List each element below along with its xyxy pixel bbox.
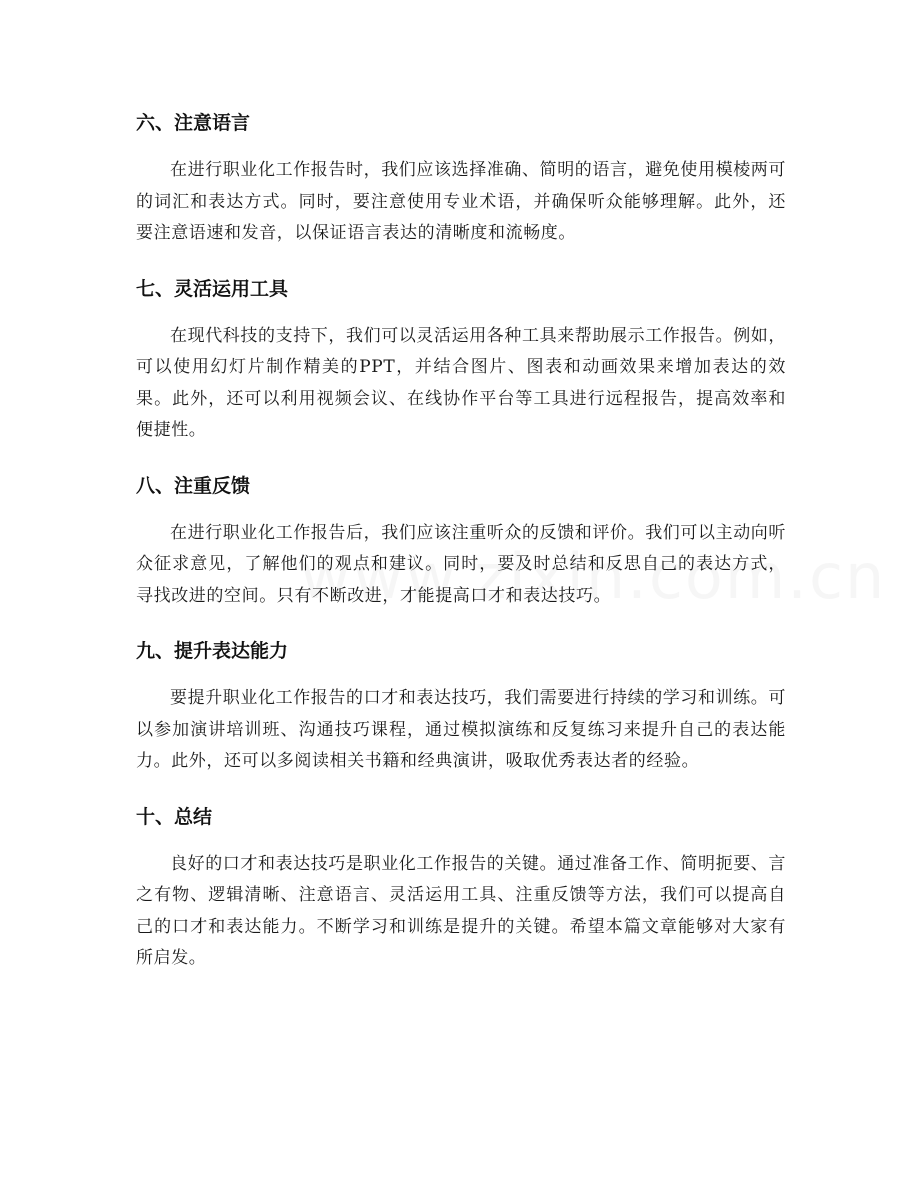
section-improve-expression <box>136 632 786 778</box>
section-heading: 十、总结 <box>136 805 213 828</box>
section-use-tools <box>136 270 786 447</box>
section-summary <box>136 798 786 975</box>
section-heading: 七、灵活运用工具 <box>136 277 289 300</box>
section-heading: 八、注重反馈 <box>136 474 251 497</box>
section-feedback <box>136 467 786 613</box>
section-notice-language <box>136 104 786 250</box>
section-paragraph: 在进行职业化工作报告时，我们应该选择准确、简明的语言，避免使用模棱两可的词汇和表达方式。同时，要注意使用专业术语，并确保听众能够理解。此外，还要注意语速和发音，以保证语言表达的清晰度和流畅度。 <box>136 160 786 243</box>
section-paragraph: 要提升职业化工作报告的口才和表达技巧，我们需要进行持续的学习和训练。可以参加演讲培训班、沟通技巧课程，通过模拟演练和反复练习来提升自己的表达能力。此外，还可以多阅读相关书籍和经典演讲，吸取优秀表达者的经验。 <box>136 688 786 771</box>
section-heading: 九、提升表达能力 <box>136 640 289 662</box>
section-paragraph: 在现代科技的支持下，我们可以灵活运用各种工具来帮助展示工作报告。例如，可以使用幻灯片制作精美的PPT，并结合图片、图表和动画效果来增加表达的效果。此外，还可以利用视频会议、在线协作平台等工具进行远程报告，提高效率和便捷性。 <box>136 325 786 440</box>
section-heading: 六、注意语言 <box>136 112 251 134</box>
section-paragraph: 在进行职业化工作报告后，我们应该注重听众的反馈和评价。我们可以主动向听众征求意见，了解他们的观点和建议。同时，要及时总结和反思自己的表达方式，寻找改进的空间。只有不断改进，才能提高口才和表达技巧。 <box>136 522 786 606</box>
document-content <box>136 104 786 995</box>
section-paragraph: 良好的口才和表达技巧是职业化工作报告的关键。通过准备工作、简明扼要、言之有物、逻辑清晰、注意语言、灵活运用工具、注重反馈等方法，我们可以提高自己的口才和表达能力。不断学习和训练是提升的关键。希望本篇文章能够对大家有所启发。 <box>136 853 786 968</box>
